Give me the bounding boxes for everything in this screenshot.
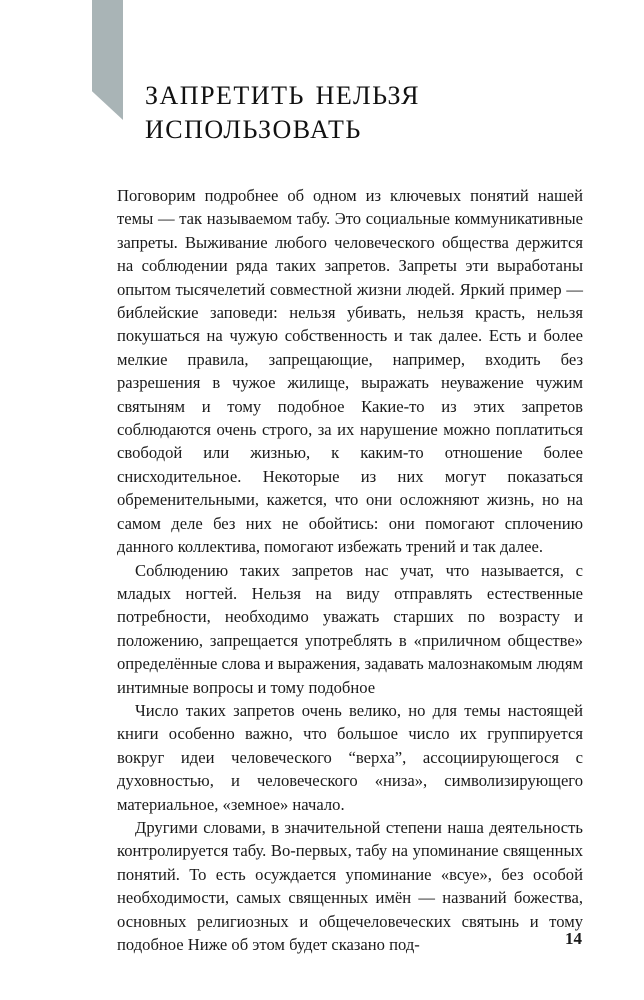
- chapter-ribbon-decoration: [92, 0, 123, 120]
- page-number: 14: [565, 929, 582, 948]
- chapter-title-line-1: запретить нельзя: [145, 72, 420, 113]
- paragraph-2: Соблюдению таких запретов нас учат, что называется, с младых ногтей. Нельзя на виду отправлять естественные потребности, необходимо уважать старших по возрасту и положению, запрещается употреблять в «приличном обществе» определённые слова и выражения, задавать малознакомым людям интимные вопросы и тому подобное: [117, 560, 583, 697]
- paragraph-4: Другими словами, в значительной степени наша деятельность контролируется табу. Во-первых, табу на упоминание священных понятий. То есть осуждается упоминание «всуе», без особой необходимости, самых священных имён — названий божества, основных религиозных и общечеловеческих святынь и тому подобное Ниже об этом будет сказано под-: [117, 817, 583, 954]
- chapter-title: [145, 72, 605, 147]
- body-text: [117, 184, 583, 956]
- chapter-title-line-2: использовать: [145, 106, 362, 147]
- paragraph-1: Поговорим подробнее об одном из ключевых понятий нашей темы — так называемом табу. Это социальные коммуникативные запреты. Выживание любого человеческого общества держится на соблюдении ряда таких запретов. Запреты эти выработаны опытом тысячелетий совместной жизни людей. Яркий пример — библейские заповеди: нельзя убивать, нельзя красть, нельзя покушаться на чужую собственность и так далее. Есть и более мелкие правила, запрещающие, например, входить без разрешения в чужое жилище, выражать неуважение чужим святыням и тому подобное Какие-то из этих запретов соблюдаются очень строго, за их нарушение можно поплатиться свободой или жизнью, к каким-то отношение более снисходительное. Некоторые из них могут показаться обременительными, кажется, что они осложняют жизнь, но на самом деле без них не обойтись: они помогают сплочению данного коллектива, помогают избежать трений и так далее.: [117, 186, 583, 557]
- paragraph-3: Число таких запретов очень велико, но для темы настоящей книги особенно важно, что большое число их группируется вокруг идеи человеческого “верха”, ассоциирующегося с духовностью, и человеческого «низа», символизирующего материальное, «земное» начало.: [117, 700, 583, 814]
